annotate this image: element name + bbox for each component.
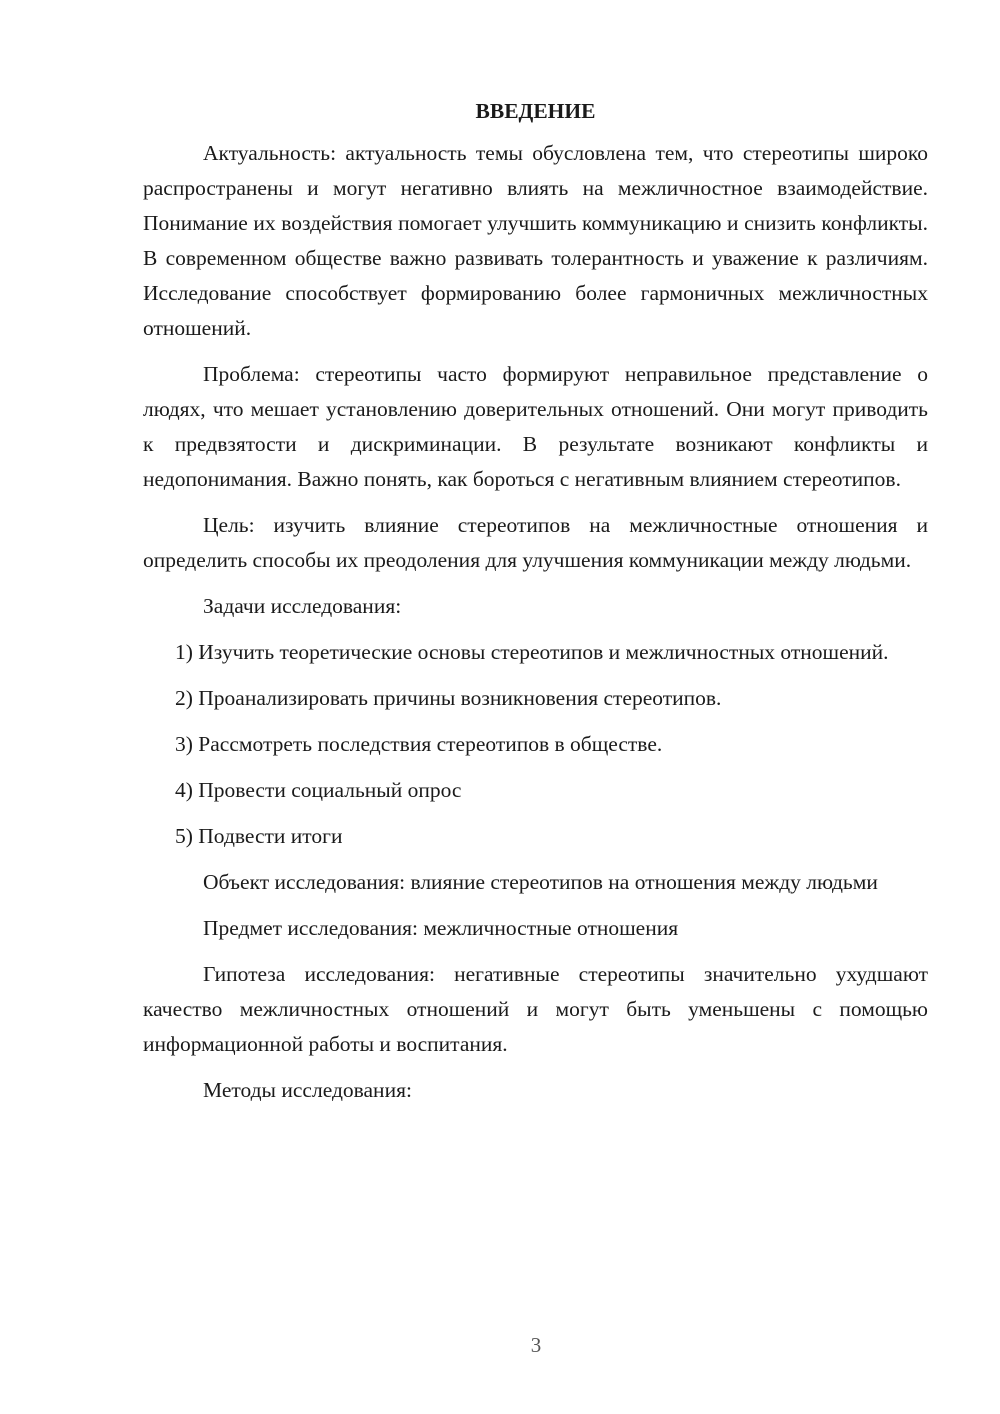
task-item: 1) Изучить теоретические основы стереотипов и межличностных отношений.: [175, 640, 889, 664]
page-title: ВВЕДЕНИЕ: [475, 99, 596, 123]
paragraph-object: Объект исследования: влияние стереотипов на отношения между людьми: [203, 870, 878, 894]
paragraph-tasks-heading: Задачи исследования:: [203, 594, 402, 618]
task-item: 3) Рассмотреть последствия стереотипов в обществе.: [175, 732, 663, 756]
page-number: 3: [530, 1333, 542, 1357]
paragraph-problem: Проблема: стереотипы часто формируют неправильное представление о людях, что мешает установлению доверительных отношений. Они могут приводить к предвзятости и дискриминации. В результате возникают конфликты и недопонимания. Важно понять, как бороться с негативным влиянием стереотипов.: [143, 362, 928, 491]
paragraph-relevance: Актуальность: актуальность темы обусловлена тем, что стереотипы широко распространены и могут негативно влиять на межличностное взаимодействие. Понимание их воздействия помогает улучшить коммуникацию и снизить конфликты. В современном обществе важно развивать толерантность и уважение к различиям. Исследование способствует формированию более гармоничных межличностных отношений.: [143, 141, 928, 340]
paragraph-methods: Методы исследования:: [203, 1078, 412, 1102]
paragraph-goal: Цель: изучить влияние стереотипов на межличностные отношения и определить способы их преодоления для улучшения коммуникации между людьми.: [143, 513, 928, 572]
paragraph-subject: Предмет исследования: межличностные отношения: [203, 916, 679, 940]
task-item: 2) Проанализировать причины возникновения стереотипов.: [175, 686, 722, 710]
task-item: 5) Подвести итоги: [175, 824, 343, 848]
document-page: [143, 96, 928, 1119]
paragraph-hypothesis: Гипотеза исследования: негативные стереотипы значительно ухудшают качество межличностных отношений и могут быть уменьшены с помощью информационной работы и воспитания.: [143, 962, 928, 1056]
task-item: 4) Провести социальный опрос: [175, 778, 462, 802]
